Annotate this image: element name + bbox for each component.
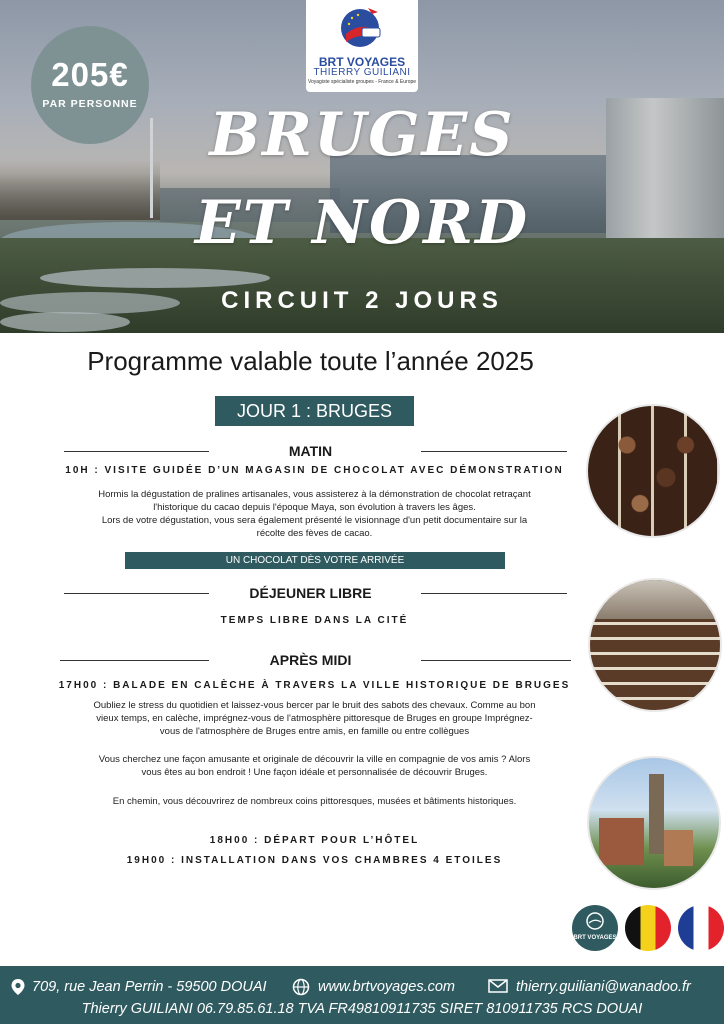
chocolate-banner: UN CHOCOLAT DÈS VOTRE ARRIVÉE bbox=[125, 552, 505, 569]
price-amount: 205€ bbox=[51, 56, 129, 93]
afternoon-description-2 bbox=[70, 753, 559, 779]
morning-line: l'historique du cacao depuis l'époque Maya, son évolution à travers les âges. bbox=[153, 502, 476, 513]
afternoon-activity: 17H00 : BALADE EN CALÈCHE À TRAVERS LA VILLE HISTORIQUE DE BRUGES bbox=[58, 680, 571, 691]
morning-activity: 10H : VISITE GUIDÉE D’UN MAGASIN DE CHOCOLAT AVEC DÉMONSTRATION bbox=[65, 465, 564, 476]
circuit-subtitle: CIRCUIT 2 JOURS bbox=[221, 287, 503, 314]
website-link[interactable]: www.brtvoyages.com bbox=[318, 979, 455, 995]
checkin-time: 19H00 : INSTALLATION DANS VOS CHAMBRES 4 ETOILES bbox=[126, 855, 503, 866]
hero-banner bbox=[0, 0, 724, 333]
address-text: 709, rue Jean Perrin - 59500 DOUAI bbox=[32, 979, 267, 995]
chocolate-shop-photo bbox=[588, 578, 722, 712]
afternoon-line: vieux temps, en calèche, imprégnez-vous de l'atmosphère pittoresque de Bruges en groupe Imprégnez- bbox=[96, 713, 533, 724]
divider bbox=[421, 660, 571, 661]
hero-path bbox=[40, 268, 270, 288]
title-line-1: BRUGES bbox=[209, 100, 515, 170]
section-title-morning: MATIN bbox=[288, 443, 333, 459]
envelope-icon bbox=[488, 978, 508, 994]
email-link[interactable]: thierry.guiliani@wanadoo.fr bbox=[516, 979, 691, 995]
footer bbox=[0, 966, 724, 1024]
logo-brand-name: BRT VOYAGES bbox=[318, 55, 406, 69]
price-label: PAR PERSONNE bbox=[42, 98, 138, 110]
chocolate-box-photo bbox=[586, 404, 720, 538]
globe-icon bbox=[292, 978, 310, 996]
globe-icon bbox=[585, 911, 605, 931]
day-label: JOUR 1 : BRUGES bbox=[215, 396, 414, 426]
afternoon-description bbox=[70, 699, 559, 738]
morning-description bbox=[70, 488, 559, 540]
afternoon-line: Oubliez le stress du quotidien et laissez-vous bercer par le bruit des sabots des chevaux. Comme au bon bbox=[93, 700, 536, 711]
divider bbox=[421, 451, 567, 452]
section-title-afternoon: APRÈS MIDI bbox=[269, 652, 352, 668]
belgium-flag-icon bbox=[625, 905, 671, 951]
afternoon-description-3: En chemin, vous découvrirez de nombreux coins pittoresques, musées et bâtiments historiques. bbox=[112, 796, 517, 807]
globe-bus-icon bbox=[338, 4, 386, 54]
footer-legal: Thierry GUILIANI 06.79.85.61.18 TVA FR49810911735 SIRET 810911735 RCS DOUAI bbox=[81, 1001, 643, 1017]
program-heading: Programme valable toute l’année 2025 bbox=[87, 346, 534, 376]
location-pin-icon bbox=[10, 978, 26, 996]
logo-tagline: Voyagiste spécialiste groupes - France & Europe bbox=[307, 79, 417, 85]
morning-line: Hormis la dégustation de pralines artisanales, vous assisterez à la démonstration de chocolat retraçant bbox=[98, 489, 531, 500]
departure-time: 18H00 : DÉPART POUR L’HÔTEL bbox=[209, 835, 420, 846]
section-title-lunch: DÉJEUNER LIBRE bbox=[249, 585, 372, 601]
afternoon-line: vous êtes au bon endroit ! Une façon idéale et personnalisée de découvrir Bruges. bbox=[141, 767, 488, 778]
afternoon-line: Vous cherchez une façon amusante et originale de découvrir la ville en compagnie de vos amis ? Alors bbox=[98, 754, 531, 765]
divider bbox=[421, 593, 567, 594]
footer-email[interactable] bbox=[488, 976, 718, 998]
title-line-2: ET NORD bbox=[194, 188, 530, 258]
badge-text: BRT VOYAGES bbox=[573, 935, 617, 941]
morning-line: récolte des fèves de cacao. bbox=[256, 528, 373, 539]
brand-logo[interactable] bbox=[306, 0, 418, 92]
afternoon-line: vous de l'atmosphère de Bruges entre amis, en famille ou entre collègues bbox=[159, 726, 470, 737]
lunch-activity: TEMPS LIBRE DANS LA CITÉ bbox=[220, 615, 409, 626]
logo-owner-name: THIERRY GUILIANI bbox=[313, 67, 411, 78]
france-flag-icon bbox=[678, 905, 724, 951]
morning-line: Lors de votre dégustation, vous sera également présenté le visionnage d'un petit documentaire sur la bbox=[101, 515, 528, 526]
footer-address bbox=[10, 976, 267, 998]
footer-website[interactable] bbox=[292, 976, 472, 998]
hero-path bbox=[0, 312, 130, 332]
bruges-belfry-photo bbox=[587, 756, 721, 890]
brt-logo-badge bbox=[572, 905, 618, 951]
